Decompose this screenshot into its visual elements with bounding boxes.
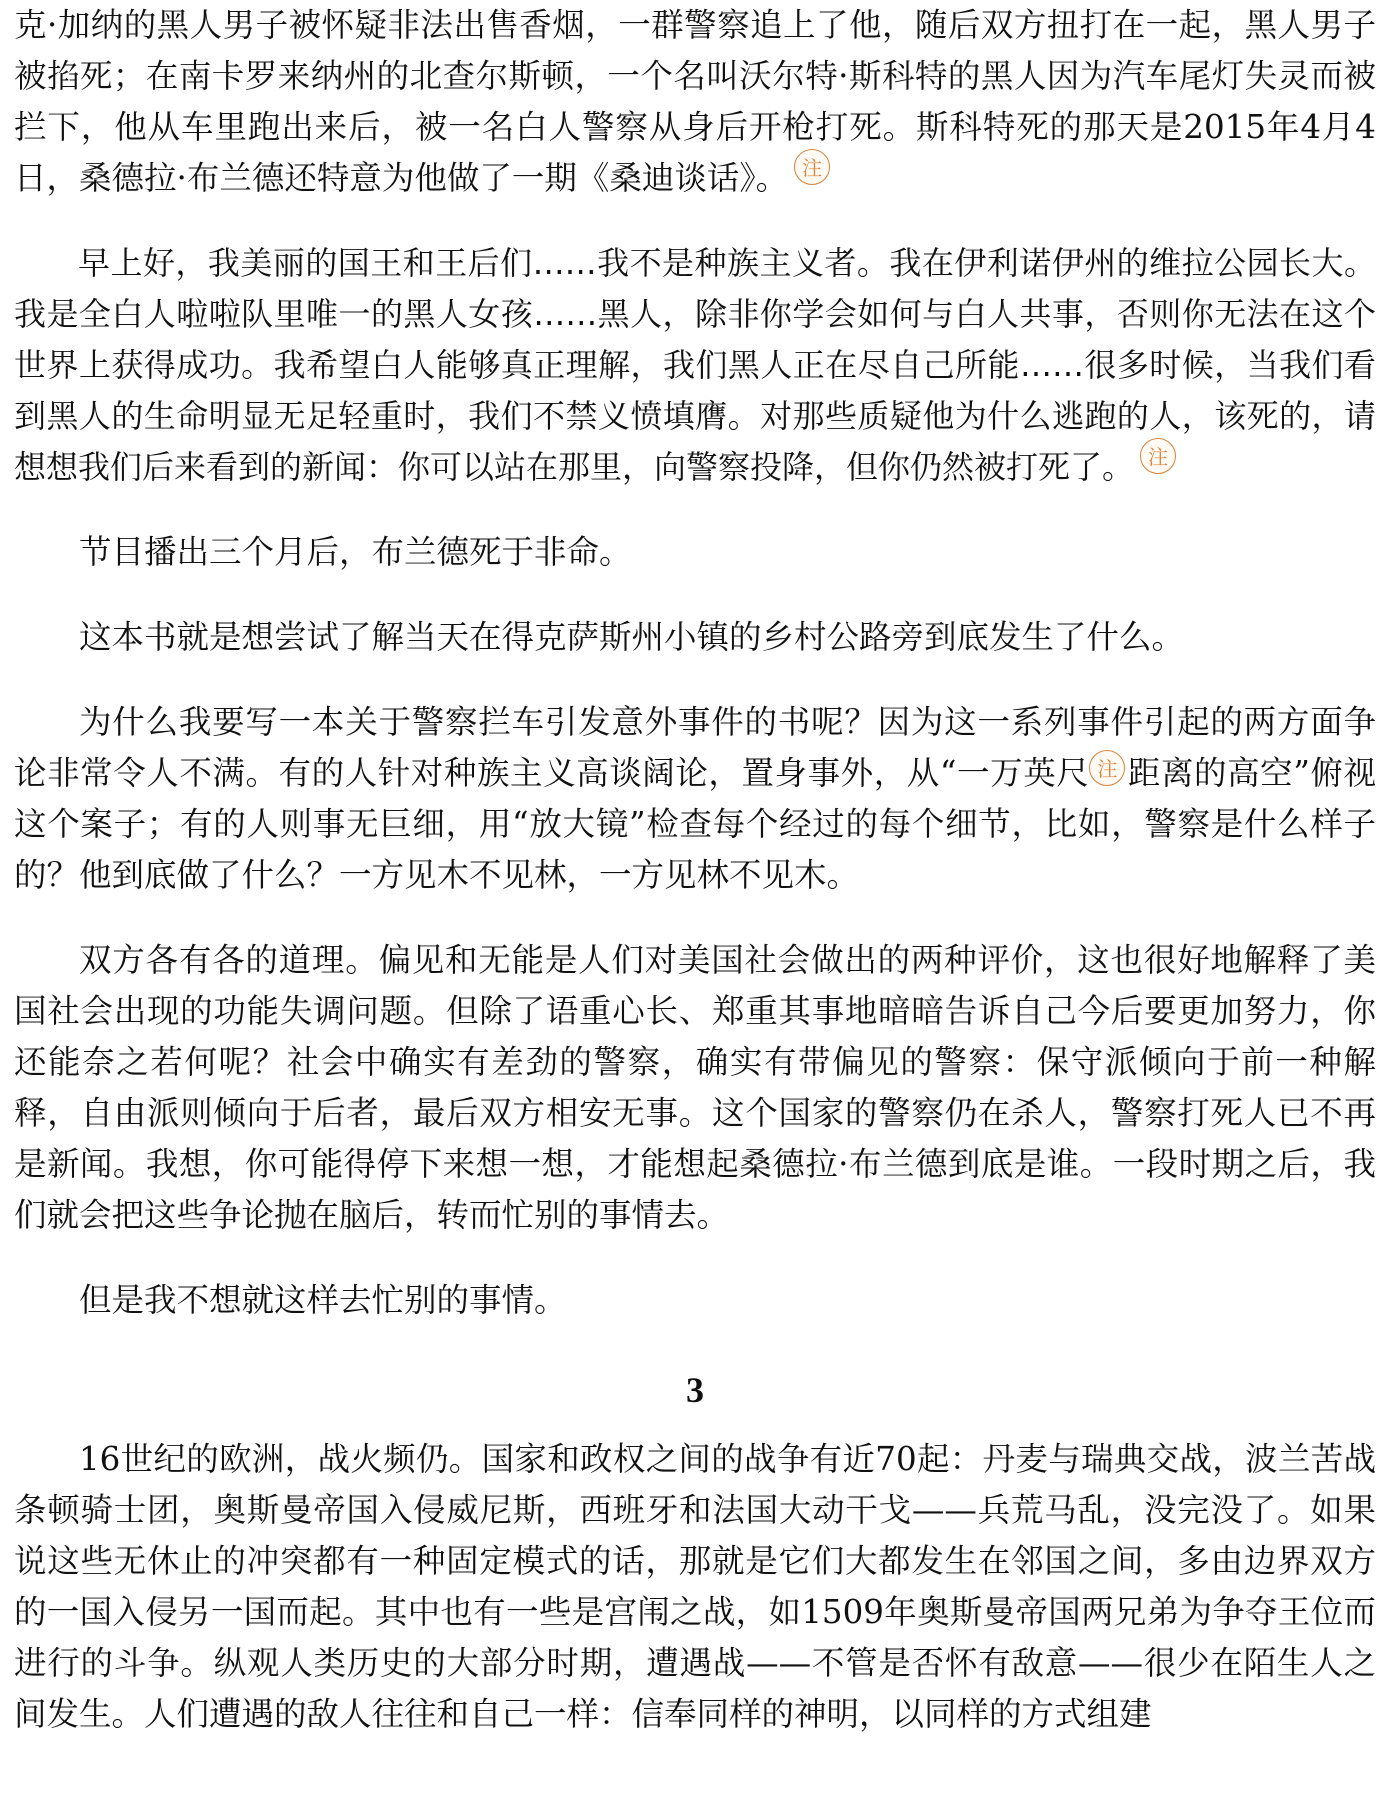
paragraph-7: 但是我不想就这样去忙别的事情。 bbox=[79, 1281, 567, 1319]
paragraph-5-text-b: 距离的高空”俯视这个案子；有的人则事无巨细，用“放大镜”检查每个经过的每个细节，比如，警察是什么样子的？他到底做了什么？一方见木不见林，一方见林不见木。 bbox=[14, 754, 1376, 894]
paragraph-1-text: 克·加纳的黑人男子被怀疑非法出售香烟，一群警察追上了他，随后双方扭打在一起，黑人男子被掐死；在南卡罗来纳州的北查尔斯顿，一个名叫沃尔特·斯科特的黑人因为汽车尾灯失灵而被拦下，他从车里跑出来后，被一名白人警察从身后开枪打死。斯科特死的那天是2015年4月4日，桑德拉·布兰德还特意为他做了一期《桑迪谈话》。 bbox=[14, 6, 1376, 197]
footnote-icon[interactable]: 注 bbox=[794, 149, 830, 185]
paragraph-6: 双方各有各的道理。偏见和无能是人们对美国社会做出的两种评价，这也很好地解释了美国社会出现的功能失调问题。但除了语重心长、郑重其事地暗暗告诉自己今后要更加努力，你还能奈之若何呢？社会中确实有差劲的警察，确实有带偏见的警察：保守派倾向于前一种解释，自由派则倾向于后者，最后双方相安无事。这个国家的警察仍在杀人，警察打死人已不再是新闻。我想，你可能得停下来想一想，才能想起桑德拉·布兰德到底是谁。一段时期之后，我们就会把这些争论抛在脑后，转而忙别的事情去。 bbox=[14, 941, 1376, 1234]
paragraph-3: 节目播出三个月后，布兰德死于非命。 bbox=[79, 533, 632, 571]
paragraph-1 bbox=[14, 0, 1376, 204]
paragraph-5-text-a: 为什么我要写一本关于警察拦车引发意外事件的书呢？因为这一系列事件引起的两方面争论非常令人不满。有的人针对种族主义高谈阔论，置身事外，从“一万英尺 bbox=[14, 703, 1376, 792]
footnote-icon[interactable]: 注 bbox=[1089, 750, 1125, 786]
quote-text: 早上好，我美丽的国王和王后们……我不是种族主义者。我在伊利诺伊州的维拉公园长大。我是全白人啦啦队里唯一的黑人女孩……黑人，除非你学会如何与白人共事，否则你无法在这个世界上获得成功。我希望白人能够真正理解，我们黑人正在尽自己所能……很多时候，当我们看到黑人的生命明显无足轻重时，我们不禁义愤填膺。对那些质疑他为什么逃跑的人，该死的，请想想我们后来看到的新闻：你可以站在那里，向警察投降，但你仍然被打死了。 bbox=[14, 244, 1376, 486]
footnote-icon[interactable]: 注 bbox=[1140, 438, 1176, 474]
chapter-heading: 3 bbox=[686, 1370, 704, 1410]
paragraph-5 bbox=[14, 697, 1376, 901]
document-page bbox=[14, 0, 1376, 1800]
paragraph-8: 16世纪的欧洲，战火频仍。国家和政权之间的战争有近70起：丹麦与瑞典交战，波兰苦战条顿骑士团，奥斯曼帝国入侵威尼斯，西班牙和法国大动干戈——兵荒马乱，没完没了。如果说这些无休止的冲突都有一种固定模式的话，那就是它们大都发生在邻国之间，多由边界双方的一国入侵另一国而起。其中也有一些是宫闱之战，如1509年奥斯曼帝国两兄弟为争夺王位而进行的斗争。纵观人类历史的大部分时期，遭遇战——不管是否怀有敌意——很少在陌生人之间发生。人们遭遇的敌人往往和自己一样：信奉同样的神明，以同样的方式组建 bbox=[14, 1440, 1376, 1733]
quote-paragraph bbox=[14, 238, 1376, 493]
paragraph-4: 这本书就是想尝试了解当天在得克萨斯州小镇的乡村公路旁到底发生了什么。 bbox=[79, 618, 1185, 656]
